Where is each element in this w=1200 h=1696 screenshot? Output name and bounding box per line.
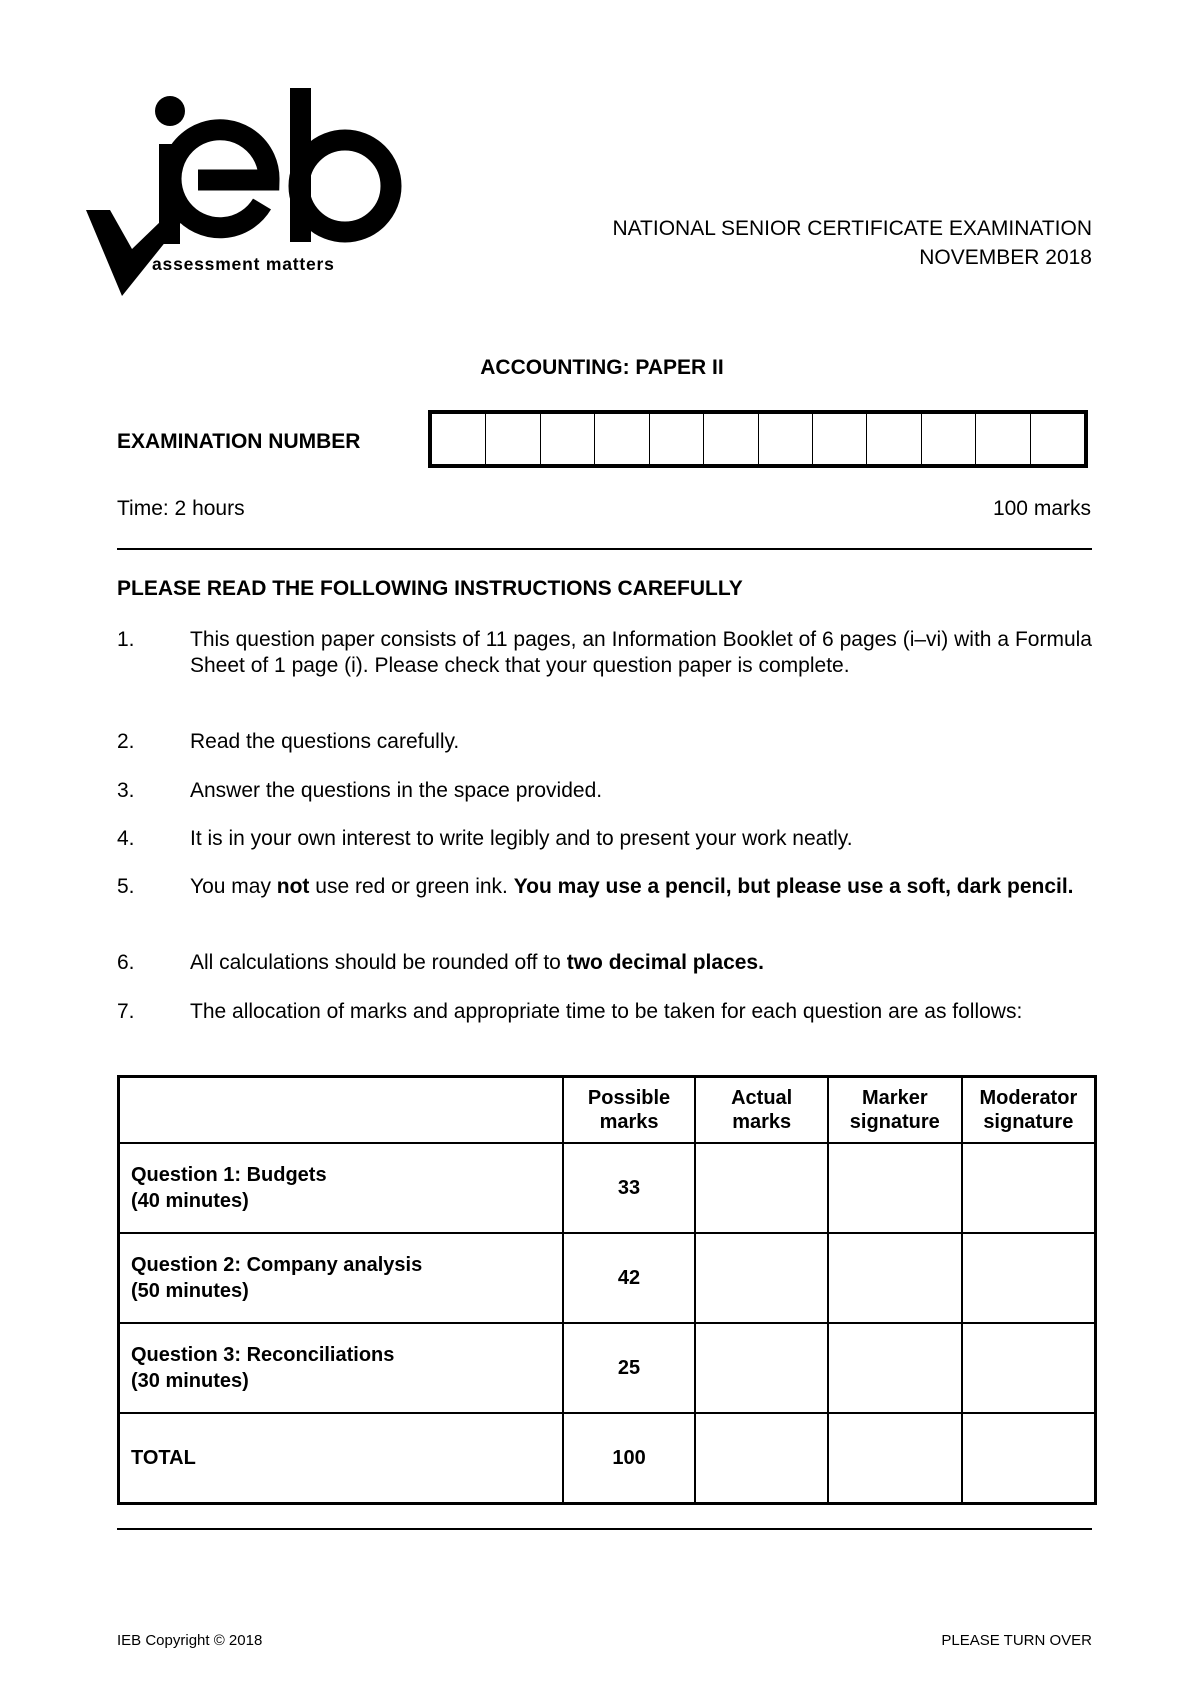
instruction-number: 3. (117, 779, 135, 802)
exam-number-box[interactable] (922, 414, 976, 464)
marker-signature-cell[interactable] (828, 1143, 962, 1233)
question-label: Question 1: Budgets (40 minutes) (119, 1143, 563, 1233)
actual-marks-cell[interactable] (695, 1143, 828, 1233)
moderator-signature-cell[interactable] (962, 1143, 1096, 1233)
header-possible-marks: Possible marks (563, 1077, 696, 1144)
instruction-text: It is in your own interest to write legibly and to present your work neatly. (190, 827, 853, 850)
table-row (119, 1143, 1096, 1233)
instructions-heading: PLEASE READ THE FOLLOWING INSTRUCTIONS CAREFULLY (117, 577, 743, 600)
header-exam-date: NOVEMBER 2018 (919, 246, 1092, 269)
moderator-signature-cell[interactable] (962, 1413, 1096, 1504)
exam-number-box[interactable] (759, 414, 813, 464)
divider (117, 1528, 1092, 1530)
marker-signature-cell[interactable] (828, 1233, 962, 1323)
table-row (119, 1233, 1096, 1323)
table-header-row (119, 1077, 1096, 1144)
logo-tagline: assessment matters (152, 254, 335, 274)
instruction-text: Read the questions carefully. (190, 730, 460, 753)
instruction-item (117, 826, 1092, 852)
exam-number-box[interactable] (704, 414, 758, 464)
exam-number-label: EXAMINATION NUMBER (117, 430, 361, 453)
actual-marks-cell[interactable] (695, 1233, 828, 1323)
exam-number-box[interactable] (976, 414, 1030, 464)
instruction-item (117, 729, 1092, 755)
table-row-total (119, 1413, 1096, 1504)
table-row (119, 1323, 1096, 1413)
exam-number-box[interactable] (541, 414, 595, 464)
footer-copyright: IEB Copyright © 2018 (117, 1632, 263, 1649)
possible-marks-cell: 42 (563, 1233, 696, 1323)
possible-marks-cell: 33 (563, 1143, 696, 1233)
divider (117, 548, 1092, 550)
table-header-blank (119, 1077, 563, 1144)
moderator-signature-cell[interactable] (962, 1233, 1096, 1323)
time-allowed: Time: 2 hours (117, 497, 245, 520)
marker-signature-cell[interactable] (828, 1413, 962, 1504)
instruction-text: This question paper consists of 11 pages, an Information Booklet of 6 pages (i–vi) with a Formula Sheet of 1 page (i). Please check that your question paper is complete. (190, 628, 1092, 677)
marks-allocation-table (117, 1075, 1097, 1505)
exam-number-box[interactable] (867, 414, 921, 464)
question-label: Question 2: Company analysis (50 minutes) (119, 1233, 563, 1323)
instruction-text: You may not use red or green ink. You may use a pencil, but please use a soft, dark pencil. (190, 875, 1074, 898)
exam-number-box[interactable] (650, 414, 704, 464)
instruction-item (117, 778, 1092, 804)
actual-marks-cell[interactable] (695, 1323, 828, 1413)
instruction-text: Answer the questions in the space provided. (190, 779, 603, 802)
exam-number-box[interactable] (486, 414, 540, 464)
marker-signature-cell[interactable] (828, 1323, 962, 1413)
footer-turn-over: PLEASE TURN OVER (941, 1632, 1092, 1649)
exam-number-box[interactable] (432, 414, 486, 464)
total-label: TOTAL (119, 1413, 563, 1504)
actual-marks-total[interactable] (695, 1413, 828, 1504)
instruction-text: The allocation of marks and appropriate time to be taken for each question are as follows: (190, 1000, 1023, 1023)
instruction-item (117, 950, 1092, 976)
header-marker-signature: Marker signature (828, 1077, 962, 1144)
instruction-number: 6. (117, 951, 135, 974)
header-actual-marks: Actual marks (695, 1077, 828, 1144)
instruction-number: 1. (117, 628, 135, 651)
moderator-signature-cell[interactable] (962, 1323, 1096, 1413)
question-label: Question 3: Reconciliations (30 minutes) (119, 1323, 563, 1413)
instruction-item (117, 999, 1092, 1025)
instruction-number: 5. (117, 875, 135, 898)
instruction-number: 4. (117, 827, 135, 850)
possible-marks-total: 100 (563, 1413, 696, 1504)
ieb-logo (86, 86, 426, 306)
instruction-item (117, 627, 1092, 679)
possible-marks-cell: 25 (563, 1323, 696, 1413)
paper-title: ACCOUNTING: PAPER II (480, 356, 724, 379)
header-moderator-signature: Moderator signature (962, 1077, 1096, 1144)
instruction-number: 7. (117, 1000, 135, 1023)
logo-letters: ieb (86, 86, 88, 87)
exam-number-box[interactable] (813, 414, 867, 464)
instruction-number: 2. (117, 730, 135, 753)
exam-number-boxes[interactable] (428, 410, 1088, 468)
instruction-item (117, 874, 1092, 900)
exam-number-box[interactable] (595, 414, 649, 464)
exam-number-box[interactable] (1031, 414, 1084, 464)
instruction-text: All calculations should be rounded off to two decimal places. (190, 951, 764, 974)
total-marks: 100 marks (992, 497, 1091, 520)
header-exam-title: NATIONAL SENIOR CERTIFICATE EXAMINATION (612, 217, 1092, 240)
